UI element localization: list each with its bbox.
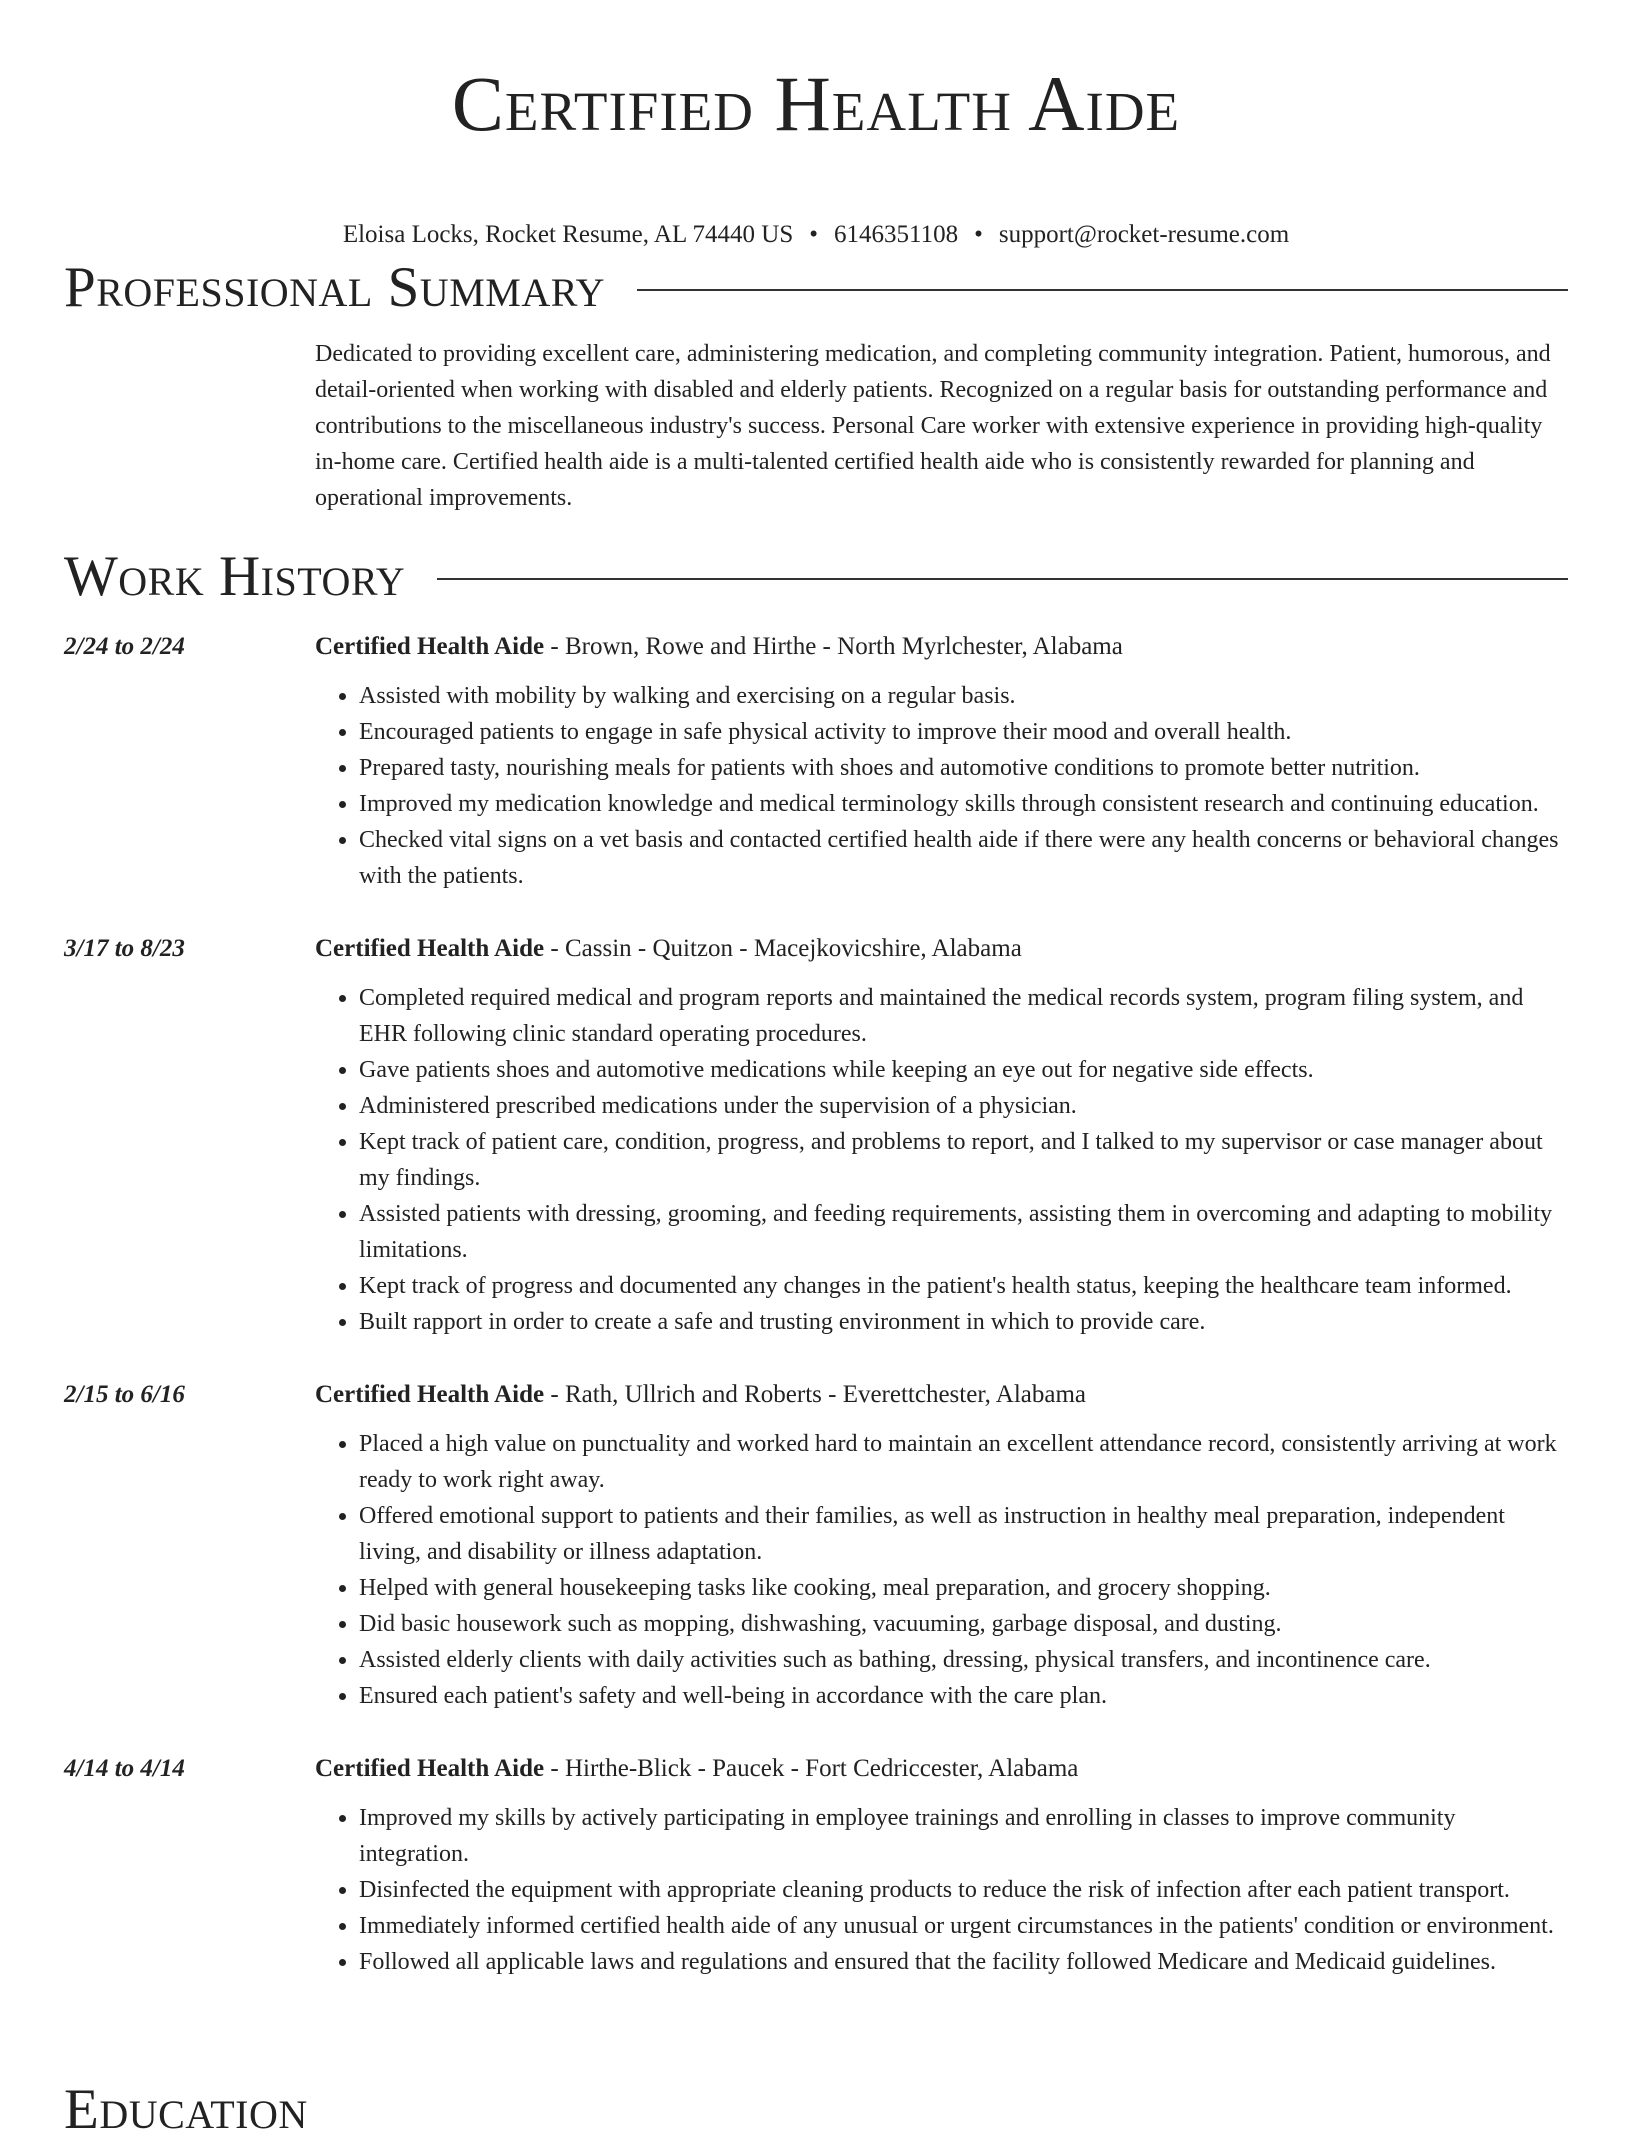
job-dates: 2/15 to 6/16 [64, 1381, 185, 1408]
contact-separator: • [809, 221, 819, 248]
contact-phone: 6146351108 [834, 221, 959, 248]
job-bullet: • Disinfected the equipment with appropriate cleaning products to reduce the risk of infection after each patient transport. [359, 1872, 1568, 1908]
job-title-line [315, 926, 1568, 972]
page-title: Certified Health Aide [451, 60, 1181, 147]
job-bullet: • Helped with general housekeeping tasks like cooking, meal preparation, and grocery shopping. [359, 1570, 1568, 1606]
job-bullet-list [315, 678, 1568, 894]
job-bullet: • Checked vital signs on a vet basis and contacted certified health aide if there were any health concerns or behavioral changes with the patients. [359, 822, 1568, 894]
job-bullet: • Completed required medical and program reports and maintained the medical records system, program filing system, and EHR following clinic standard operating procedures. [359, 980, 1568, 1052]
job-entry [64, 1372, 1568, 1714]
job-bullet: • Kept track of progress and documented any changes in the patient's health status, keeping the healthcare team informed. [359, 1268, 1568, 1304]
job-bullet: • Offered emotional support to patients and their families, as well as instruction in healthy meal preparation, independent living, and disability or illness adaptation. [359, 1498, 1568, 1570]
job-bullet: • Assisted patients with dressing, grooming, and feeding requirements, assisting them in overcoming and adapting to mobility limitations. [359, 1196, 1568, 1268]
job-bullet: • Gave patients shoes and automotive medications while keeping an eye out for negative side effects. [359, 1052, 1568, 1088]
job-role: Certified Health Aide [315, 935, 545, 962]
job-bullet: • Administered prescribed medications under the supervision of a physician. [359, 1088, 1568, 1124]
job-body [315, 926, 1568, 1340]
job-bullet-list [315, 980, 1568, 1340]
section-divider [437, 578, 1568, 580]
job-bullet: • Improved my medication knowledge and medical terminology skills through consistent research and continuing education. [359, 786, 1568, 822]
job-bullet: • Placed a high value on punctuality and worked hard to maintain an excellent attendance record, consistently arriving at work ready to work right away. [359, 1426, 1568, 1498]
resume-page [64, 0, 1568, 2141]
job-entry [64, 926, 1568, 1340]
job-role: Certified Health Aide [315, 633, 545, 660]
job-bullet: • Ensured each patient's safety and well-being in accordance with the care plan. [359, 1678, 1568, 1714]
work-heading: Work History [64, 545, 406, 608]
contact-separator: • [974, 221, 983, 248]
job-bullet: • Prepared tasty, nourishing meals for patients with shoes and automotive conditions to promote better nutrition. [359, 750, 1568, 786]
job-dates: 3/17 to 8/23 [64, 935, 185, 962]
job-title-line [315, 1372, 1568, 1418]
job-employer-location: - Rath, Ullrich and Roberts - Everettchester, Alabama [544, 1381, 1087, 1408]
summary-section-header [64, 256, 1568, 320]
job-bullet: • Encouraged patients to engage in safe physical activity to improve their mood and overall health. [359, 714, 1568, 750]
job-entry [64, 1746, 1568, 1980]
summary-paragraph: Dedicated to providing excellent care, administering medication, and completing community integration. Patient, humorous, and detail-oriented when working with disabled and elderly patients. Recognized on a regular basis for outstanding performance and contributions to the miscellaneous industry's success. Personal Care worker with extensive experience in providing high-quality in-home care. Certified health aide is a multi-talented certified health aide who is consistently rewarded for planning and operational improvements. [315, 341, 1551, 511]
job-title-line [315, 624, 1568, 670]
job-dates: 2/24 to 2/24 [64, 633, 185, 660]
contact-email: support@rocket-resume.com [998, 221, 1290, 248]
job-bullet: • Did basic housework such as mopping, dishwashing, vacuuming, garbage disposal, and dusting. [359, 1606, 1568, 1642]
job-employer-location: - Brown, Rowe and Hirthe - North Myrlchester, Alabama [544, 633, 1123, 660]
job-bullet: • Followed all applicable laws and regulations and ensured that the facility followed Medicare and Medicaid guidelines. [359, 1944, 1568, 1980]
section-divider [637, 289, 1568, 291]
job-bullet: • Improved my skills by actively participating in employee trainings and enrolling in classes to improve community integration. [359, 1800, 1568, 1872]
work-section-header [64, 545, 1568, 609]
summary-heading: Professional Summary [64, 256, 606, 319]
job-bullet: • Built rapport in order to create a safe and trusting environment in which to provide care. [359, 1304, 1568, 1340]
job-bullet: • Immediately informed certified health aide of any unusual or urgent circumstances in the patients' condition or environment. [359, 1908, 1568, 1944]
job-role: Certified Health Aide [315, 1755, 545, 1782]
job-body [315, 1372, 1568, 1714]
job-bullet: • Kept track of patient care, condition, progress, and problems to report, and I talked to my supervisor or case manager about my findings. [359, 1124, 1568, 1196]
work-history-list [64, 624, 1568, 2012]
job-role: Certified Health Aide [315, 1381, 545, 1408]
job-bullet: • Assisted elderly clients with daily activities such as bathing, dressing, physical transfers, and incontinence care. [359, 1642, 1568, 1678]
job-bullet: • Assisted with mobility by walking and exercising on a regular basis. [359, 678, 1568, 714]
education-section-header [64, 2078, 1568, 2142]
job-bullet-list [315, 1800, 1568, 1980]
job-employer-location: - Cassin - Quitzon - Macejkovicshire, Alabama [544, 935, 1022, 962]
job-bullet-list [315, 1426, 1568, 1714]
job-employer-location: - Hirthe-Blick - Paucek - Fort Cedriccester, Alabama [544, 1755, 1079, 1782]
job-dates: 4/14 to 4/14 [64, 1755, 185, 1782]
education-heading: Education [64, 2078, 308, 2141]
job-body [315, 1746, 1568, 1980]
job-entry [64, 624, 1568, 894]
contact-address: Eloisa Locks, Rocket Resume, AL 74440 US [342, 221, 794, 248]
job-title-line [315, 1746, 1568, 1792]
job-body [315, 624, 1568, 894]
contact-line [64, 220, 1568, 250]
